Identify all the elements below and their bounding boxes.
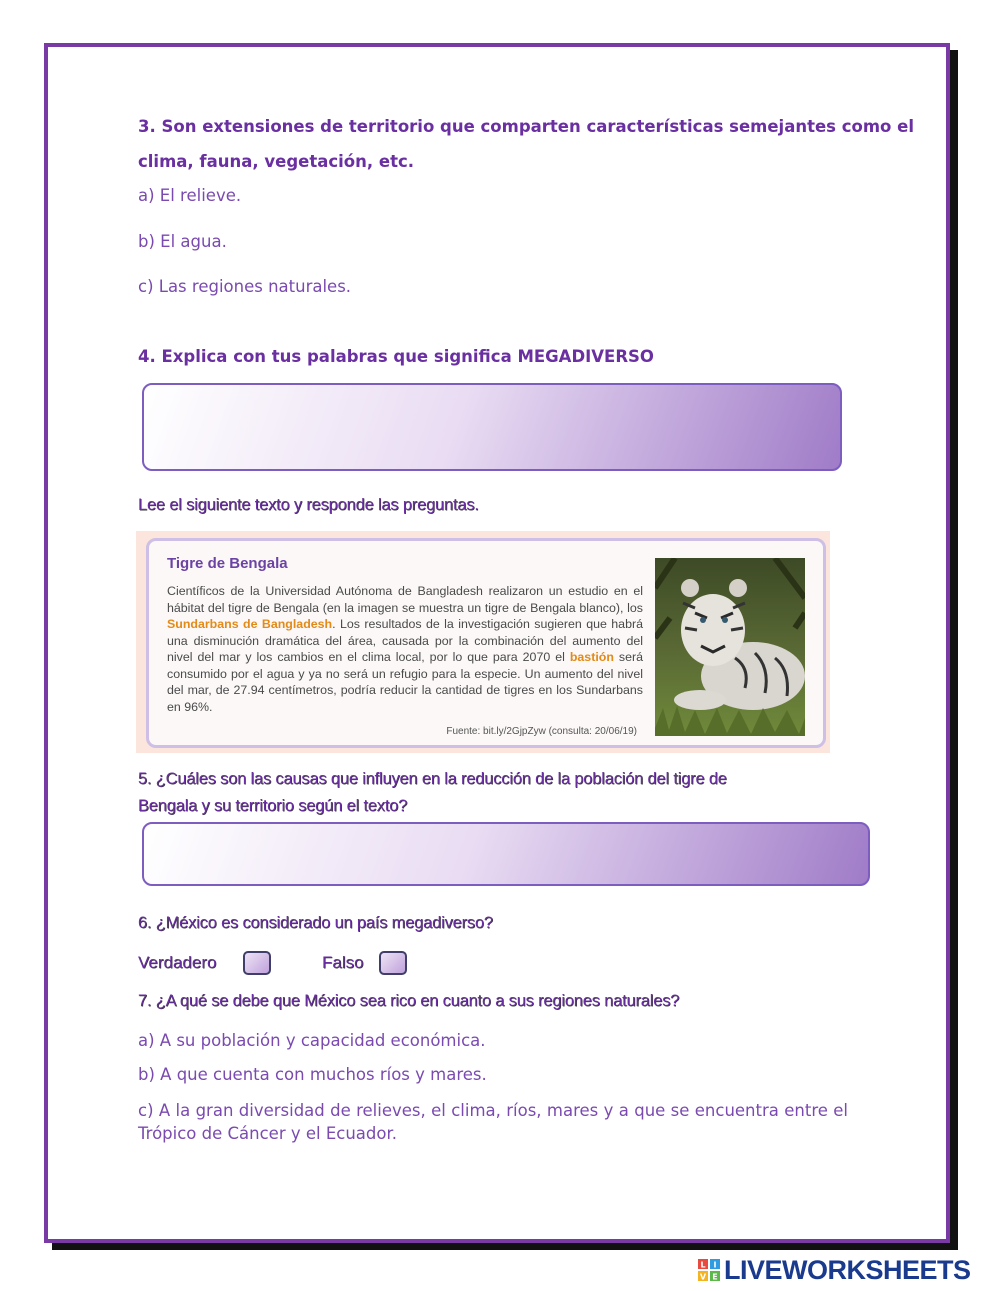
reading-card xyxy=(146,538,826,748)
reading-text-part2: . Los resultados de la investigación sugieren que habrá una disminución dramática del área, causada por la combinación del aumento del nivel del mar y los cambios en el clima local, por lo que para 2070 el xyxy=(167,617,643,664)
true-label: Verdadero xyxy=(138,953,217,972)
reading-text-part3: será consumido por el agua y ya no será un refugio para la especie. Un aumento del nivel del mar, de 27.94 centímetros, podría reducir la cantidad de tigres en los Sundarbans en 96%. xyxy=(167,650,643,714)
q7-option-b[interactable]: b) A que cuenta con muchos ríos y mares. xyxy=(138,1065,487,1084)
false-checkbox[interactable] xyxy=(379,951,407,975)
logo-letter-v: V xyxy=(699,1272,707,1281)
q3-option-a[interactable]: a) El relieve. xyxy=(138,186,242,205)
q5-prompt-line1: 5. ¿Cuáles son las causas que influyen en la reducción de la población del tigre de xyxy=(138,770,727,788)
q4-prompt: 4. Explica con tus palabras que significa MEGADIVERSO xyxy=(138,347,654,366)
logo-letter-e: E xyxy=(712,1272,718,1281)
q4-answer-box[interactable] xyxy=(142,383,842,471)
reading-text-part1: Científicos de la Universidad Autónoma de Bangladesh realizaron un estudio en el hábitat del tigre de Bengala (en la imagen se muestra un tigre de Bengala blanco), los xyxy=(167,584,643,615)
q7-option-a[interactable]: a) A su población y capacidad económica. xyxy=(138,1031,486,1050)
q5-prompt-line2: Bengala y su territorio según el texto? xyxy=(138,797,408,815)
reading-source: Fuente: bit.ly/2GjpZyw (consulta: 20/06/19) xyxy=(446,726,637,737)
false-label: Falso xyxy=(322,953,364,972)
q7-option-c[interactable]: c) A la gran diversidad de relieves, el clima, ríos, mares y a que se encuentra entre el Trópico de Cáncer y el Ecuador. xyxy=(138,1101,848,1143)
logo-letter-i: I xyxy=(713,1260,717,1270)
q7-prompt: 7. ¿A qué se debe que México sea rico en cuanto a sus regiones naturales? xyxy=(138,992,680,1010)
liveworksheets-logo xyxy=(698,1256,971,1284)
logo-blocks-icon xyxy=(698,1259,720,1281)
q3-prompt-line1: 3. Son extensiones de territorio que comparten características semejantes como el xyxy=(138,117,914,136)
q5-answer-box[interactable] xyxy=(142,822,870,886)
true-checkbox[interactable] xyxy=(243,951,271,975)
reading-panel xyxy=(136,531,830,753)
reading-title: Tigre de Bengala xyxy=(167,555,288,572)
brand-name: LIVEWORKSHEETS xyxy=(724,1254,971,1285)
white-tiger-photo xyxy=(655,558,805,736)
q3-prompt-line2: clima, fauna, vegetación, etc. xyxy=(138,152,415,171)
logo-letter-l: L xyxy=(700,1260,706,1270)
reading-body xyxy=(167,583,643,715)
reading-highlight-sundarbans: Sundarbans de Bangladesh xyxy=(167,617,333,631)
q6-prompt: 6. ¿México es considerado un país megadiverso? xyxy=(138,914,493,932)
q3-option-c[interactable]: c) Las regiones naturales. xyxy=(138,277,352,296)
q3-option-b[interactable]: b) El agua. xyxy=(138,232,227,251)
reading-highlight-bastion: bastión xyxy=(569,650,614,664)
reading-instruction: Lee el siguiente texto y responde las preguntas. xyxy=(138,496,479,514)
